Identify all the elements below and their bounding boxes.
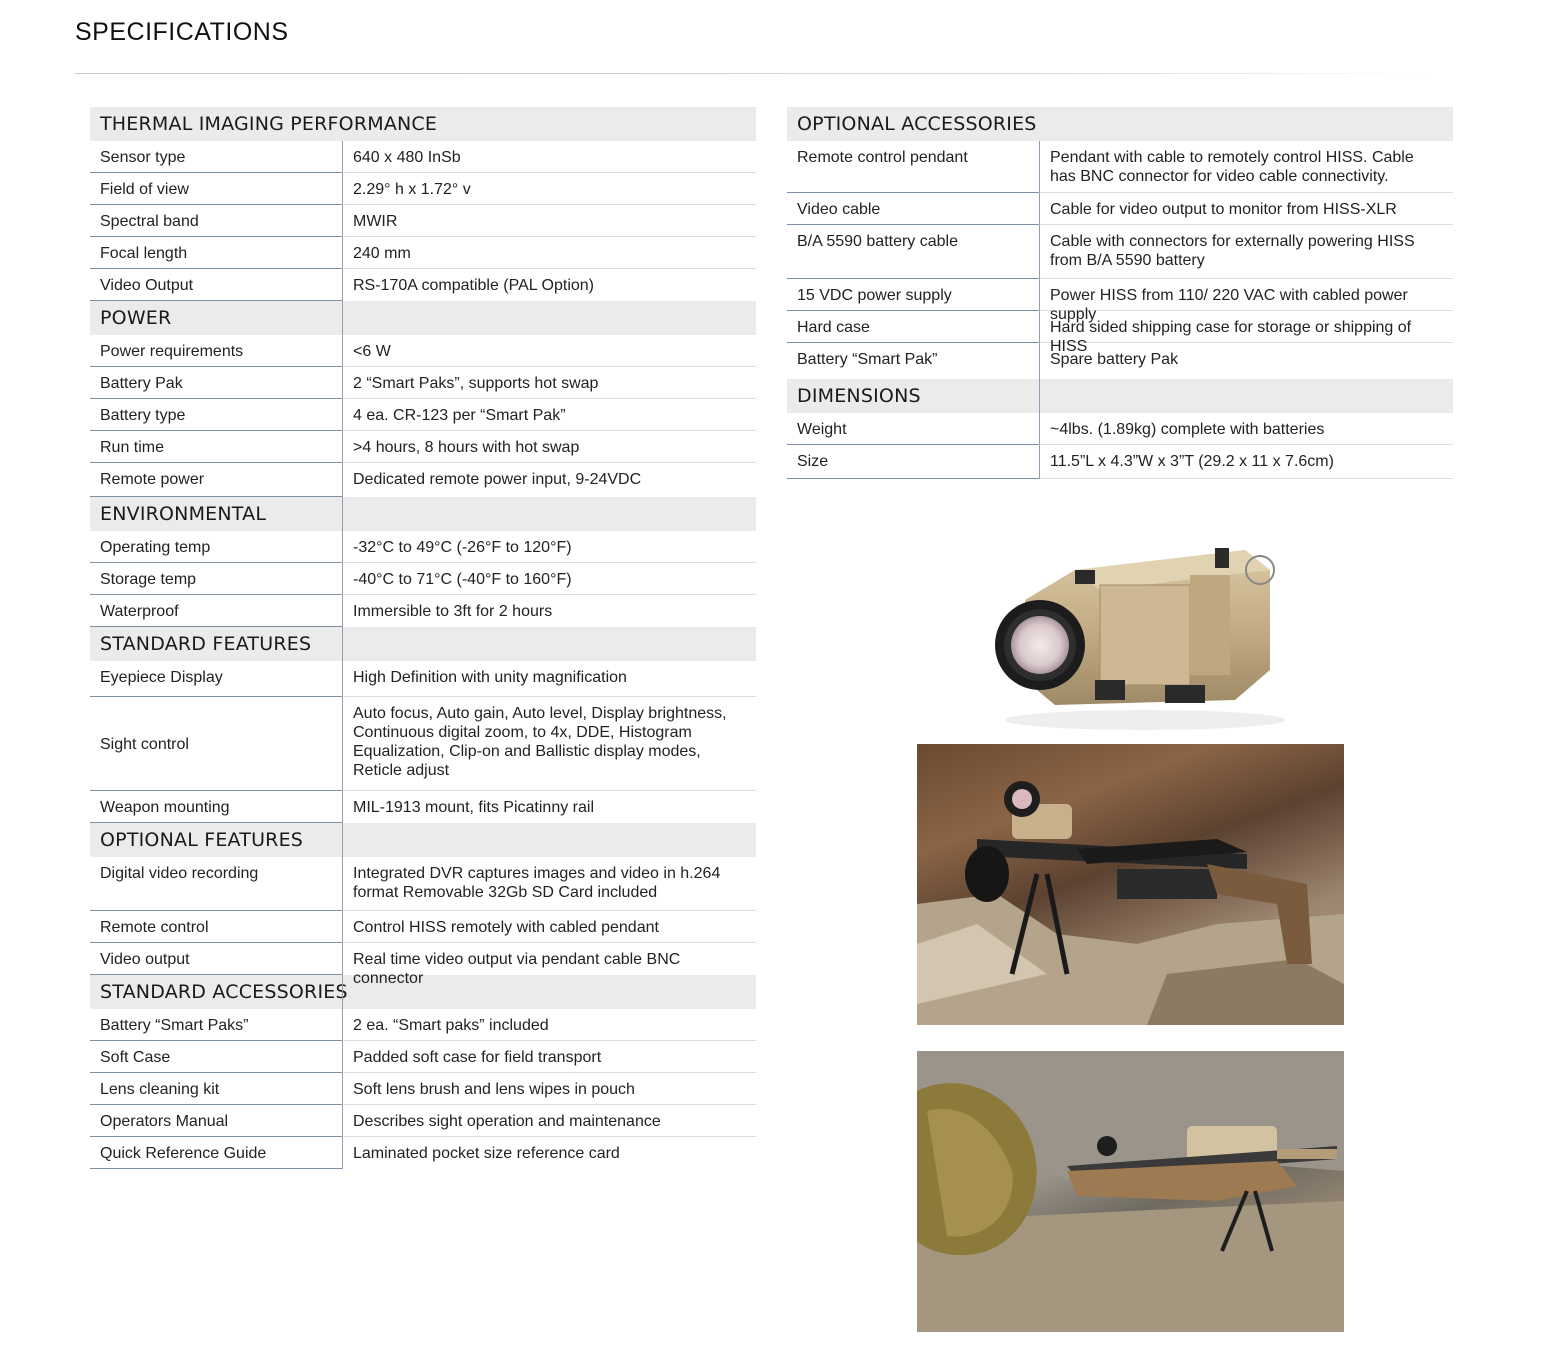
spec-row (787, 193, 1453, 225)
spec-row (787, 343, 1453, 379)
spec-row (90, 141, 756, 173)
spec-label: Battery “Smart Paks” (90, 1009, 342, 1041)
rifle-on-rocks-photo (917, 744, 1344, 1025)
spec-value: Power HISS from 110/ 220 VAC with cabled power supply (1039, 279, 1453, 311)
rifle-on-rocks-illustration (917, 744, 1344, 1025)
spec-label: Run time (90, 431, 342, 463)
spec-row (90, 531, 756, 563)
spec-label: Weight (787, 413, 1039, 445)
spec-value: >4 hours, 8 hours with hot swap (342, 431, 756, 463)
spec-row (90, 431, 756, 463)
spec-row (90, 791, 756, 823)
spec-row (787, 225, 1453, 279)
spec-value: Immersible to 3ft for 2 hours (342, 595, 756, 627)
spec-row (90, 237, 756, 269)
spec-value: Pendant with cable to remotely control HISS. Cable has BNC connector for video cable connectivity. (1039, 141, 1453, 193)
spec-row (90, 697, 756, 791)
thermal-sight-illustration (985, 530, 1285, 740)
spec-row (90, 857, 756, 911)
section-title: OPTIONAL FEATURES (100, 829, 304, 851)
spec-value: Padded soft case for field transport (342, 1041, 756, 1073)
spec-value: Auto focus, Auto gain, Auto level, Display brightness, Continuous digital zoom, to 4x, DDE, Histogram Equalization, Clip-on and Ballistic display modes, Reticle adjust (342, 697, 756, 791)
spec-row (90, 269, 756, 301)
spec-row (787, 445, 1453, 479)
title-divider (75, 73, 1435, 74)
section-header-power (90, 301, 756, 335)
section-title: THERMAL IMAGING PERFORMANCE (100, 113, 438, 135)
spec-value: 11.5”L x 4.3”W x 3”T (29.2 x 11 x 7.6cm) (1039, 445, 1453, 479)
spec-label: Focal length (90, 237, 342, 269)
section-header-standard-accessories (90, 975, 756, 1009)
spec-value: <6 W (342, 335, 756, 367)
left-spec-column (90, 107, 756, 1169)
right-spec-column (787, 107, 1453, 479)
spec-value: Describes sight operation and maintenance (342, 1105, 756, 1137)
spec-row (787, 279, 1453, 323)
spec-row (787, 141, 1453, 193)
spec-label: B/A 5590 battery cable (787, 225, 1039, 279)
sniper-ghillie-illustration (917, 1051, 1344, 1332)
spec-value: Integrated DVR captures images and video in h.264 format Removable 32Gb SD Card included (342, 857, 756, 911)
spec-value: MIL-1913 mount, fits Picatinny rail (342, 791, 756, 823)
spec-row (90, 399, 756, 431)
spec-row (90, 563, 756, 595)
spec-row (787, 413, 1453, 445)
spec-value: 2 ea. “Smart paks” included (342, 1009, 756, 1041)
section-title: POWER (100, 307, 172, 329)
spec-row (90, 205, 756, 237)
section-title: DIMENSIONS (797, 385, 921, 407)
section-header-spacer (1039, 379, 1453, 413)
spec-row (90, 595, 756, 627)
spec-label: Storage temp (90, 563, 342, 595)
spec-value: 240 mm (342, 237, 756, 269)
spec-value: -32°C to 49°C (-26°F to 120°F) (342, 531, 756, 563)
spec-value: Laminated pocket size reference card (342, 1137, 756, 1169)
spec-value: 2 “Smart Paks”, supports hot swap (342, 367, 756, 399)
section-title: OPTIONAL ACCESSORIES (797, 113, 1037, 135)
section-header-spacer (342, 823, 756, 857)
spec-label: Waterproof (90, 595, 342, 627)
spec-label: Lens cleaning kit (90, 1073, 342, 1105)
spec-label: Power requirements (90, 335, 342, 367)
spec-value: Control HISS remotely with cabled pendant (342, 911, 756, 943)
spec-row (90, 1137, 756, 1169)
spec-value: MWIR (342, 205, 756, 237)
spec-value: High Definition with unity magnification (342, 661, 756, 697)
spec-value: ~4lbs. (1.89kg) complete with batteries (1039, 413, 1453, 445)
spec-row (90, 911, 756, 943)
spec-row (787, 311, 1453, 355)
spec-label: Battery “Smart Pak” (797, 351, 938, 368)
spec-label: Remote control pendant (787, 141, 1039, 193)
spec-value: Cable with connectors for externally powering HISS from B/A 5590 battery (1039, 225, 1453, 279)
spec-value: Hard sided shipping case for storage or shipping of HISS (1039, 311, 1453, 343)
thermal-sight-photo (985, 530, 1285, 740)
spec-label: Digital video recording (90, 857, 342, 911)
spec-row (90, 367, 756, 399)
section-header-thermal (90, 107, 756, 141)
spec-label: Sight control (90, 697, 342, 791)
section-header-spacer (342, 497, 756, 531)
section-title: STANDARD FEATURES (100, 633, 312, 655)
spec-row (90, 1105, 756, 1137)
spec-row (90, 463, 756, 497)
spec-value: Spare battery Pak (1039, 343, 1453, 379)
spec-value: 4 ea. CR-123 per “Smart Pak” (342, 399, 756, 431)
spec-value: 2.29° h x 1.72° v (342, 173, 756, 205)
section-header-spacer (342, 301, 756, 335)
section-title: STANDARD ACCESSORIES (100, 981, 348, 1003)
page-title: SPECIFICATIONS (75, 18, 289, 46)
spec-label: Battery type (90, 399, 342, 431)
spec-row (90, 173, 756, 205)
spec-label: Quick Reference Guide (90, 1137, 342, 1169)
spec-label: Remote control (90, 911, 342, 943)
spec-row (90, 335, 756, 367)
spec-label: Operators Manual (90, 1105, 342, 1137)
spec-value: 640 x 480 InSb (342, 141, 756, 173)
section-header-dimensions (787, 379, 1453, 413)
spec-label: Weapon mounting (90, 791, 342, 823)
spec-label: Remote power (90, 463, 342, 497)
spec-label: Video output (90, 943, 342, 975)
section-header-environmental (90, 497, 756, 531)
spec-value: Real time video output via pendant cable BNC connector (342, 943, 756, 975)
section-header-optional-accessories (787, 107, 1453, 141)
spec-row (90, 1073, 756, 1105)
spec-value: -40°C to 71°C (-40°F to 160°F) (342, 563, 756, 595)
spec-value: RS-170A compatible (PAL Option) (342, 269, 756, 301)
spec-value: Soft lens brush and lens wipes in pouch (342, 1073, 756, 1105)
spec-label: Video Output (90, 269, 342, 301)
section-header-spacer (342, 627, 756, 661)
section-title: ENVIRONMENTAL (100, 503, 267, 525)
spec-label: Battery Pak (90, 367, 342, 399)
section-header-spacer (342, 975, 756, 1009)
spec-label: Field of view (90, 173, 342, 205)
spec-value: Dedicated remote power input, 9-24VDC (342, 463, 756, 497)
sniper-ghillie-photo (917, 1051, 1344, 1332)
spec-label: Spectral band (90, 205, 342, 237)
spec-row (90, 661, 756, 697)
spec-label: Operating temp (90, 531, 342, 563)
spec-label: Sensor type (90, 141, 342, 173)
spec-label: 15 VDC power supply (787, 279, 1039, 311)
spec-label: Soft Case (90, 1041, 342, 1073)
spec-value: Cable for video output to monitor from HISS-XLR (1039, 193, 1453, 225)
spec-label: Size (787, 445, 1039, 479)
spec-row (90, 943, 756, 987)
spec-label: Hard case (787, 311, 1039, 343)
spec-label: Eyepiece Display (90, 661, 342, 697)
spec-row (90, 1009, 756, 1041)
spec-row (90, 1041, 756, 1073)
section-header-standard-features (90, 627, 756, 661)
section-header-optional-features (90, 823, 756, 857)
spec-label: Video cable (787, 193, 1039, 225)
